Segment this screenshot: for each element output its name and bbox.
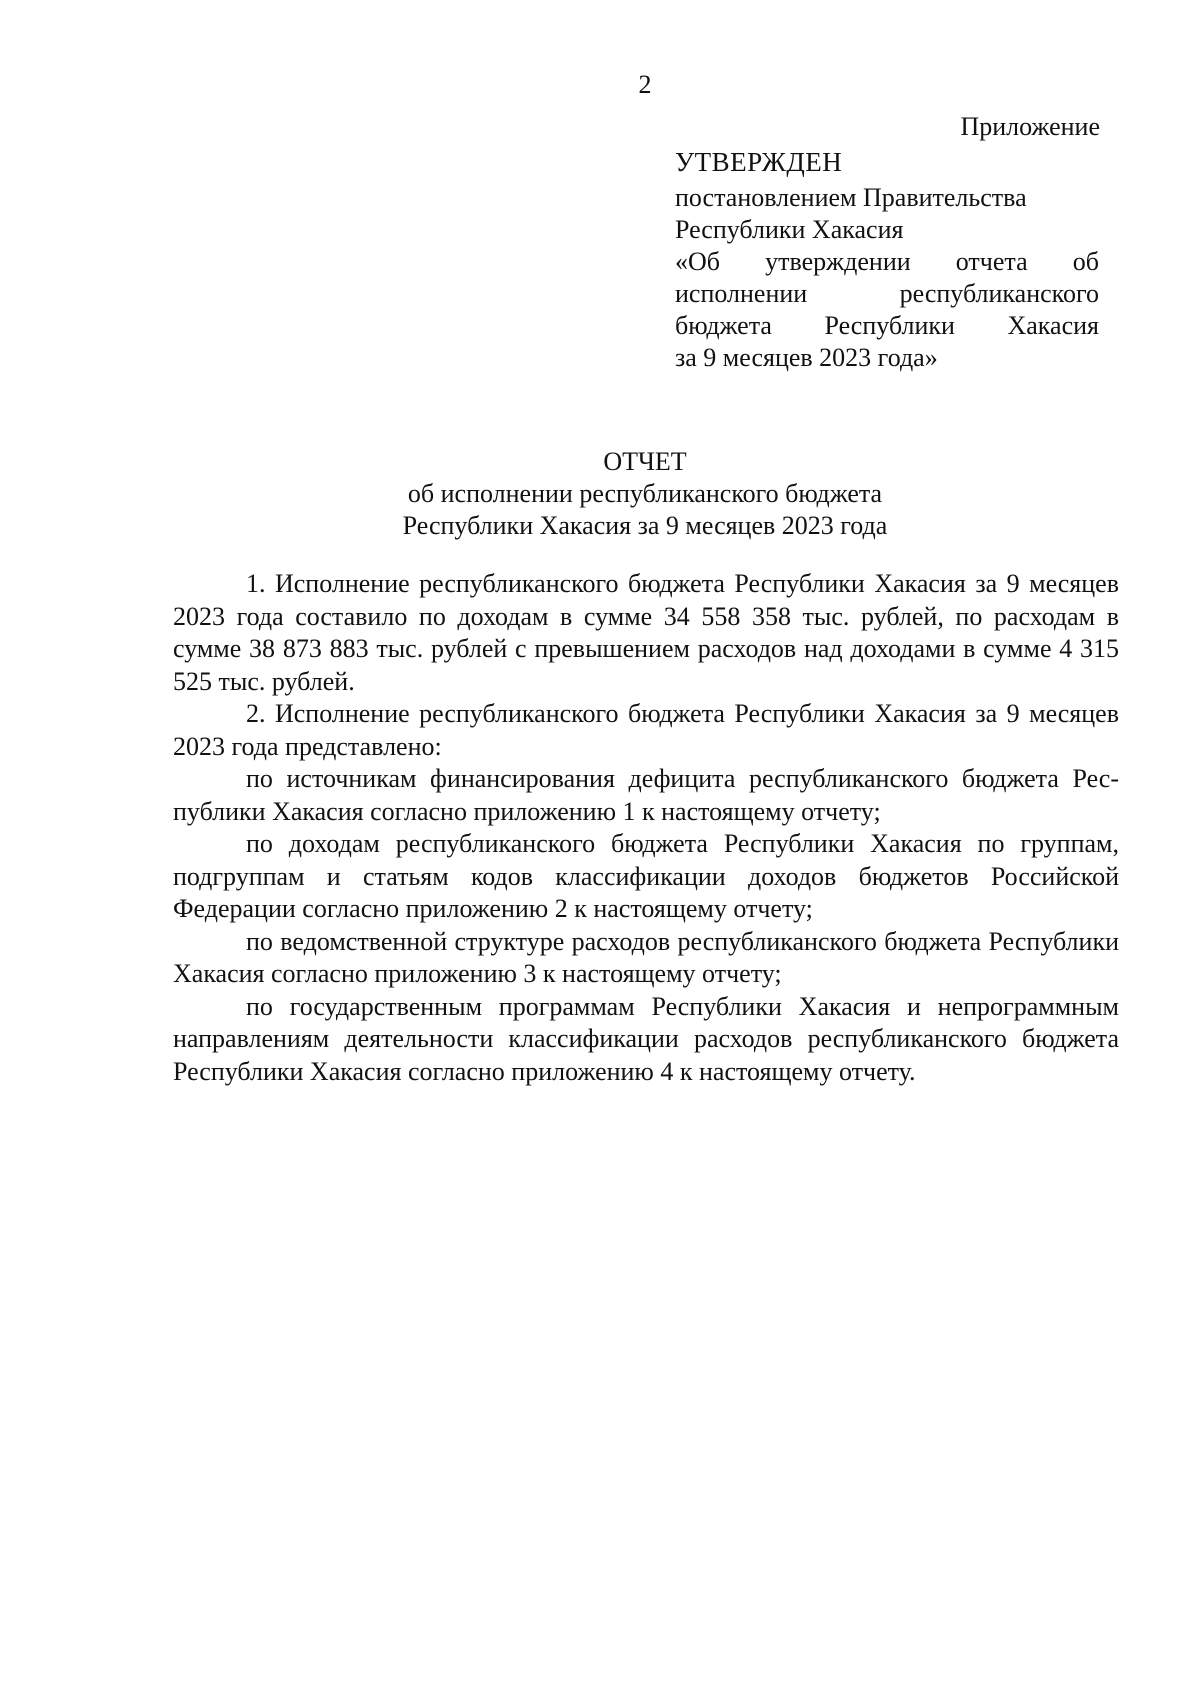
approved-stamp-text: УТВЕРЖДЕН xyxy=(675,147,843,177)
report-title xyxy=(0,446,1200,542)
report-heading: ОТЧЕТ xyxy=(603,447,687,476)
page-number: 2 xyxy=(638,70,652,99)
approval-line: постановлением Правительства xyxy=(675,183,1027,212)
approval-line: Республики Хакасия xyxy=(675,215,904,244)
approval-block xyxy=(675,146,1099,374)
body-paragraph: 2. Исполнение республиканского бюджета Республики Хакасия за 9 месяцев 2023 года представлено: xyxy=(173,699,1119,761)
appendix-label: Приложение xyxy=(960,112,1100,141)
approval-line: бюджета Республики Хакасия xyxy=(675,311,1099,340)
body-paragraph: по источникам финансирования дефицита республиканского бюджета Республики Хакасия согласно приложению 1 к настоящему отчету; xyxy=(173,764,1119,826)
approval-line: «Об утверждении отчета об xyxy=(675,247,1099,276)
body-paragraph: по государственным программам Республики Хакасия и непрограммным направлениям деятельности классификации расходов республиканского бюджета Республики Хакасия согласно приложению 4 к настоящему отчету. xyxy=(173,991,1119,1086)
approval-line: исполнении республиканского xyxy=(675,279,1099,308)
body-paragraph: 1. Исполнение республиканского бюджета Республики Хакасия за 9 месяцев 2023 года составило по доходам в сумме 34 558 358 тыс. рублей, по расходам в сумме 38 873 883 тыс. рублей с превышением расходов над доходами в сумме 4 315 525 тыс. рублей. xyxy=(173,569,1119,696)
body-paragraph: по доходам республиканского бюджета Республики Хакасия по группам, подгруппам и статьям кодов классификации доходов бюджетов Российской Федерации согласно приложению 2 к настоящему отчету; xyxy=(173,829,1119,923)
report-body xyxy=(173,568,1119,1088)
report-subtitle: об исполнении республиканского бюджета xyxy=(407,479,883,508)
body-paragraph: по ведомственной структуре расходов республиканского бюджета Республики Хакасия согласно приложению 3 к настоящему отчету; xyxy=(173,926,1119,988)
report-subtitle: Республики Хакасия за 9 месяцев 2023 года xyxy=(402,511,888,540)
approval-line: за 9 месяцев 2023 года» xyxy=(675,343,938,372)
